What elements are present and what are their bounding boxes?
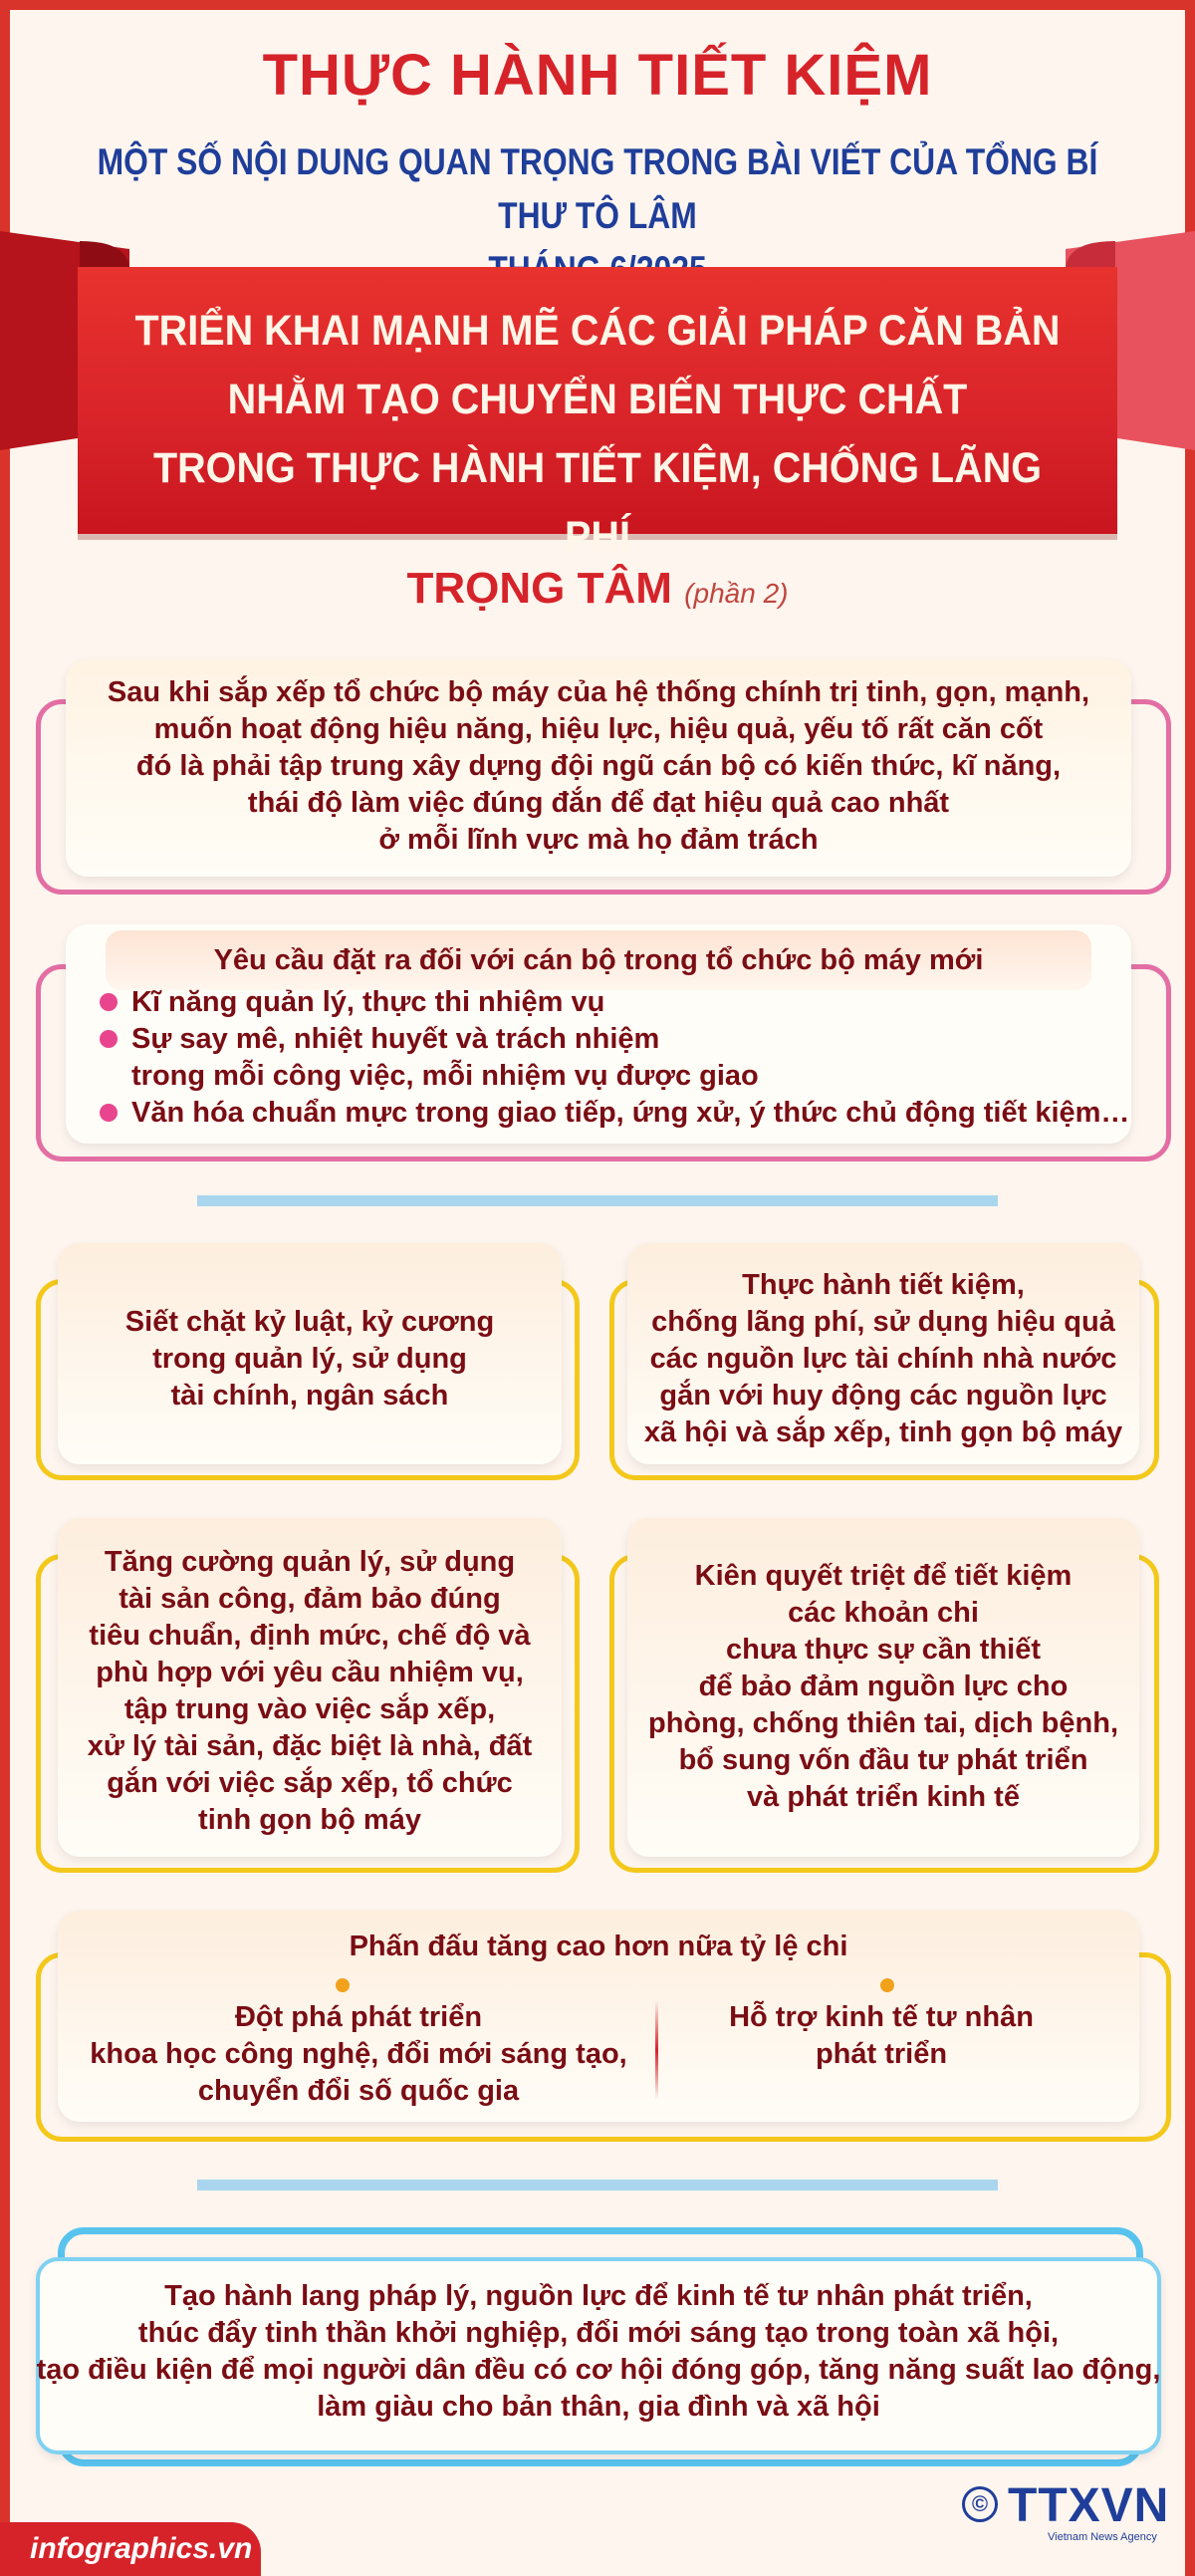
text-line: đó là phải tập trung xây dựng đội ngũ cán bộ có kiến thức, kĩ năng, — [135, 750, 1062, 782]
divider — [197, 1195, 998, 1206]
requirements-list — [100, 984, 1129, 1132]
subtitle-line: MỘT SỐ NỘI DUNG QUAN TRỌNG TRONG BÀI VIẾT CỦA TỔNG BÍ THƯ TÔ LÂM — [97, 141, 1098, 236]
text-line: tiêu chuẩn, định mức, chế độ và — [89, 1620, 531, 1652]
text-line: các khoản chi — [788, 1597, 979, 1629]
list-item-text: Sự say mê, nhiệt huyết và trách nhiệm — [131, 1023, 660, 1055]
ratio-right-text — [667, 1999, 1095, 2073]
column-separator — [655, 2000, 658, 2100]
bullet-dot — [880, 1978, 894, 1992]
final-text — [36, 2278, 1161, 2426]
text-line: gắn với việc sắp xếp, tổ chức — [107, 1767, 513, 1799]
text-line: xã hội và sắp xếp, tinh gọn bộ máy — [643, 1417, 1123, 1448]
section-title — [0, 564, 1195, 614]
grid-text-bottom-left — [58, 1544, 562, 1839]
text-line: muốn hoạt động hiệu năng, hiệu lực, hiệu quả, yếu tố rất căn cốt — [153, 713, 1044, 745]
text-line: Tạo hành lang pháp lý, nguồn lực để kinh tế tư nhân phát triển, — [164, 2280, 1033, 2312]
banner-text — [78, 297, 1117, 572]
text-line: bổ sung vốn đầu tư phát triển — [678, 1744, 1088, 1776]
text-line: Sau khi sắp xếp tổ chức bộ máy của hệ thống chính trị tinh, gọn, mạnh, — [107, 676, 1090, 708]
text-line: Siết chặt kỷ luật, kỷ cương — [124, 1306, 495, 1338]
intro-text — [66, 674, 1131, 859]
banner-line: TRIỂN KHAI MẠNH MẼ CÁC GIẢI PHÁP CĂN BẢN — [134, 307, 1061, 355]
banner-line: NHẰM TẠO CHUYỂN BIẾN THỰC CHẤT — [227, 376, 968, 423]
ratio-heading: Phấn đấu tăng cao hơn nữa tỷ lệ chi — [349, 1931, 848, 1962]
requirements-heading: Yêu cầu đặt ra đối với cán bộ trong tổ chức bộ máy mới — [213, 944, 984, 976]
grid-text-top-left — [58, 1304, 562, 1415]
site-link[interactable]: infographics.vn — [30, 2532, 253, 2565]
ratio-left-text — [70, 1999, 647, 2110]
text-line: tinh gọn bộ máy — [198, 1804, 421, 1836]
section-title-part: (phần 2) — [684, 578, 789, 609]
agency-logo-subtitle: Vietnam News Agency — [1048, 2531, 1157, 2543]
copyright-icon: © — [962, 2486, 998, 2522]
text-line: tài sản công, đảm bảo đúng — [119, 1583, 501, 1615]
text-line: xử lý tài sản, đặc biệt là nhà, đất — [87, 1730, 533, 1762]
text-line: tạo điều kiện để mọi người dân đều có cơ hội đóng góp, tăng năng suất lao động, — [36, 2354, 1161, 2386]
text-line: chống lãng phí, sử dụng hiệu quả — [651, 1306, 1115, 1338]
divider — [197, 2180, 998, 2190]
text-line: Kiên quyết triệt để tiết kiệm — [694, 1560, 1073, 1592]
text-line: gắn với huy động các nguồn lực — [659, 1380, 1107, 1412]
site-badge[interactable] — [0, 2522, 261, 2576]
section-title-main: TRỌNG TÂM — [406, 564, 672, 613]
list-item: Văn hóa chuẩn mực trong giao tiếp, ứng xử, ý thức chủ động tiết kiệm… — [100, 1095, 1129, 1132]
text-line: chuyển đổi số quốc gia — [197, 2075, 520, 2107]
text-line: khoa học công nghệ, đổi mới sáng tạo, — [90, 2038, 627, 2070]
text-line: thúc đẩy tinh thần khởi nghiệp, đổi mới sáng tạo trong toàn xã hội, — [137, 2317, 1060, 2349]
text-line: thái độ làm việc đúng đắn để đạt hiệu quả cao nhất — [247, 787, 950, 819]
text-line: chưa thực sự cần thiết — [725, 1634, 1041, 1666]
list-item — [100, 1021, 1129, 1095]
text-line: để bảo đảm nguồn lực cho — [698, 1671, 1069, 1702]
grid-text-top-right — [627, 1267, 1139, 1451]
list-item-text: trong mỗi công việc, mỗi nhiệm vụ được giao — [131, 1060, 759, 1092]
text-line: trong quản lý, sử dụng — [152, 1343, 467, 1375]
banner-line: TRONG THỰC HÀNH TIẾT KIỆM, CHỐNG LÃNG PHÍ — [152, 444, 1043, 561]
text-line: ở mỗi lĩnh vực mà họ đảm trách — [378, 824, 819, 856]
text-line: tài chính, ngân sách — [170, 1380, 449, 1412]
text-line: tập trung vào việc sắp xếp, — [123, 1693, 496, 1725]
page-title: THỰC HÀNH TIẾT KIỆM — [262, 43, 933, 108]
agency-logo: TTXVN — [1008, 2479, 1170, 2532]
text-line: phòng, chống thiên tai, dịch bệnh, — [647, 1707, 1118, 1739]
text-line: các nguồn lực tài chính nhà nước — [649, 1343, 1117, 1375]
text-line: Tăng cường quản lý, sử dụng — [104, 1546, 516, 1578]
text-line: Thực hành tiết kiệm, — [742, 1269, 1025, 1301]
list-item: Kĩ năng quản lý, thực thi nhiệm vụ — [100, 984, 1129, 1021]
text-line: làm giàu cho bản thân, gia đình và xã hội — [317, 2391, 880, 2423]
grid-text-bottom-right — [627, 1558, 1139, 1816]
text-line: Hỗ trợ kinh tế tư nhân — [729, 2001, 1034, 2033]
text-line: phát triển — [815, 2038, 948, 2070]
text-line: và phát triển kinh tế — [747, 1781, 1020, 1813]
text-line: Đột phá phát triển — [234, 2001, 483, 2033]
text-line: phù hợp với yêu cầu nhiệm vụ, — [96, 1657, 524, 1688]
bullet-dot — [336, 1978, 350, 1992]
